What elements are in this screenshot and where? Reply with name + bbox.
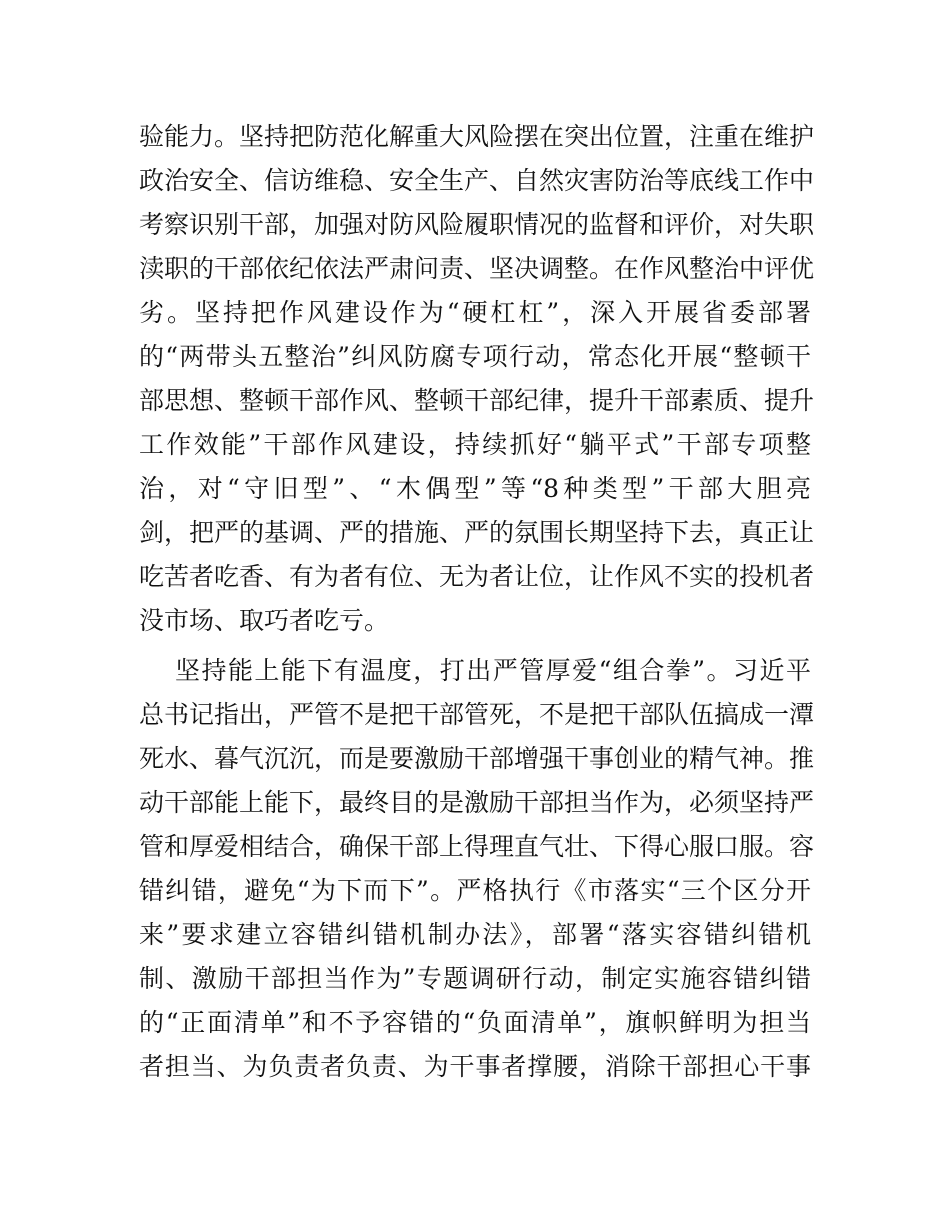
- text-line: 部思想、整顿干部作风、整顿干部纪律，提升干部素质、提升: [139, 386, 815, 415]
- text-line: 验能力。坚持把防范化解重大风险摆在突出位置，注重在维护: [139, 122, 815, 151]
- text-line: 总书记指出，严管不是把干部管死，不是把干部队伍搞成一潭: [139, 700, 815, 729]
- text-line: 政治安全、信访维稳、安全生产、自然灾害防治等底线工作中: [139, 166, 815, 195]
- text-line: 的“两带头五整治”纠风防腐专项行动，常态化开展“整顿干: [139, 342, 811, 371]
- text-line: 考察识别干部，加强对防风险履职情况的监督和评价，对失职: [139, 210, 815, 239]
- text-line: 坚持能上能下有温度，打出严管厚爱“组合拳”。习近平: [175, 656, 811, 685]
- text-line: 者担当、为负责者负责、为干事者撑腰，消除干部担心干事: [139, 1052, 811, 1081]
- text-line: 劣。坚持把作风建设作为“硬杠杠”，深入开展省委部署: [139, 298, 811, 327]
- text-line: 吃苦者吃香、有为者有位、无为者让位，让作风不实的投机者: [139, 562, 815, 591]
- text-line: 剑，把严的基调、严的措施、严的氛围长期坚持下去，真正让: [139, 518, 815, 547]
- text-line: 工作效能”干部作风建设，持续抓好“躺平式”干部专项整: [139, 430, 811, 459]
- text-line: 死水、暮气沉沉，而是要激励干部增强干事创业的精气神。推: [139, 744, 815, 773]
- text-line: 管和厚爱相结合，确保干部上得理直气壮、下得心服口服。容: [139, 832, 815, 861]
- text-line: 的“正面清单”和不予容错的“负面清单”，旗帜鲜明为担当: [139, 1008, 811, 1037]
- text-line: 渎职的干部依纪依法严肃问责、坚决调整。在作风整治中评优: [139, 254, 815, 283]
- text-line: 来”要求建立容错纠错机制办法》，部署“落实容错纠错机: [139, 920, 811, 949]
- text-line: 治，对“守旧型”、“木偶型”等“8种类型”干部大胆亮: [139, 474, 811, 503]
- text-line: 错纠错，避免“为下而下”。严格执行《市落实“三个区分开: [139, 876, 811, 905]
- text-line: 没市场、取巧者吃亏。: [139, 606, 390, 635]
- text-line: 动干部能上能下，最终目的是激励干部担当作为，必须坚持严: [139, 788, 815, 817]
- text-line: 制、激励干部担当作为”专题调研行动，制定实施容错纠错: [139, 964, 811, 993]
